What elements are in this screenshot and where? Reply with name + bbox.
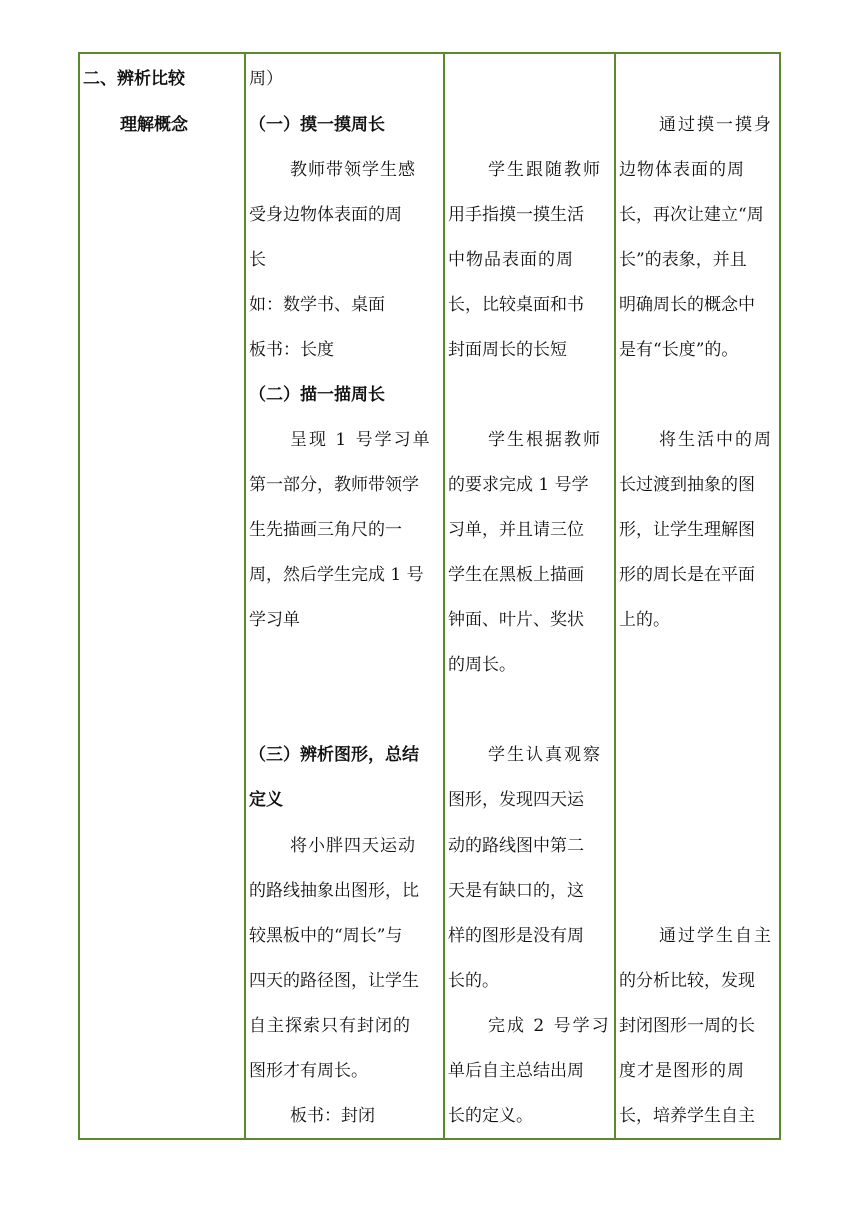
design-intent-text: 度才是图形的周 <box>619 1061 745 1081</box>
teacher-text: 呈现 1 号学习单 <box>290 430 432 450</box>
student-text: 完成 2 号学习 <box>488 1016 611 1036</box>
student-text: 习单，并且请三位 <box>448 520 584 540</box>
section-heading-2: （二）描一描周长 <box>249 385 385 405</box>
student-text: 中物品表面的周 <box>448 250 574 270</box>
student-text: 学生根据教师 <box>488 430 602 450</box>
teacher-text: 学习单 <box>249 610 300 630</box>
student-text: 学生跟随教师 <box>488 160 602 180</box>
design-intent-text: 是有“长度”的。 <box>619 340 739 360</box>
blackboard-note: 板书：封闭 <box>290 1106 375 1126</box>
teacher-text: 教师带领学生感 <box>290 160 416 180</box>
student-text: 学生在黑板上描画 <box>448 565 584 585</box>
teacher-text: 第一部分，教师带领学 <box>249 475 419 495</box>
design-intent-text: 形，让学生理解图 <box>619 520 755 540</box>
design-intent-text: 长，培养学生自主 <box>619 1106 755 1126</box>
design-intent-text: 通过摸一摸身 <box>659 115 773 135</box>
student-text: 长的。 <box>448 971 499 991</box>
blackboard-note: 板书：长度 <box>249 340 334 360</box>
teacher-text: 周） <box>249 69 283 89</box>
teacher-text: 周，然后学生完成 1 号 <box>249 565 424 585</box>
design-intent-text: 长”的表象，并且 <box>619 250 747 270</box>
design-intent-text: 的分析比较，发现 <box>619 971 755 991</box>
column-divider-2 <box>443 52 445 1140</box>
student-text: 学生认真观察 <box>488 745 602 765</box>
teacher-text: 较黑板中的“周长”与 <box>249 926 403 946</box>
student-text: 动的路线图中第二 <box>448 836 584 856</box>
section-heading-3: （三）辨析图形，总结 <box>249 745 419 765</box>
student-text: 长，比较桌面和书 <box>448 295 584 315</box>
teacher-text: 受身边物体表面的周 <box>249 205 402 225</box>
student-text: 的周长。 <box>448 655 516 675</box>
column-divider-3 <box>614 52 616 1140</box>
student-text: 长的定义。 <box>448 1106 533 1126</box>
student-text: 用手指摸一摸生活 <box>448 205 584 225</box>
student-text: 钟面、叶片、奖状 <box>448 610 584 630</box>
design-intent-text: 长，再次让建立“周 <box>619 205 764 225</box>
design-intent-text: 长过渡到抽象的图 <box>619 475 755 495</box>
teacher-text: 将小胖四天运动 <box>290 836 416 856</box>
student-text: 天是有缺口的，这 <box>448 881 584 901</box>
teacher-text: 图形才有周长。 <box>249 1061 368 1081</box>
teacher-text: 的路线抽象出图形，比 <box>249 881 419 901</box>
student-text: 样的图形是没有周 <box>448 926 584 946</box>
teacher-text: 自主探索只有封闭的 <box>249 1016 411 1036</box>
teacher-text: 生先描画三角尺的一 <box>249 520 402 540</box>
student-text: 图形，发现四天运 <box>448 790 584 810</box>
design-intent-text: 通过学生自主 <box>659 926 773 946</box>
teacher-text: 长 <box>249 250 266 270</box>
section-heading-1: （一）摸一摸周长 <box>249 115 385 135</box>
design-intent-text: 形的周长是在平面 <box>619 565 755 585</box>
student-text: 封面周长的长短 <box>448 340 567 360</box>
student-text: 单后自主总结出周 <box>448 1061 584 1081</box>
design-intent-text: 边物体表面的周 <box>619 160 745 180</box>
teacher-text: 如：数学书、桌面 <box>249 295 385 315</box>
student-text: 的要求完成 1 号学 <box>448 475 589 495</box>
stage-title: 二、辨析比较 <box>83 69 185 89</box>
stage-subtitle: 理解概念 <box>120 115 188 135</box>
design-intent-text: 明确周长的概念中 <box>619 295 755 315</box>
section-heading-3-cont: 定义 <box>249 790 283 810</box>
teacher-text: 四天的路径图，让学生 <box>249 971 419 991</box>
design-intent-text: 将生活中的周 <box>659 430 773 450</box>
design-intent-text: 上的。 <box>619 610 670 630</box>
column-divider-1 <box>244 52 246 1140</box>
design-intent-text: 封闭图形一周的长 <box>619 1016 755 1036</box>
